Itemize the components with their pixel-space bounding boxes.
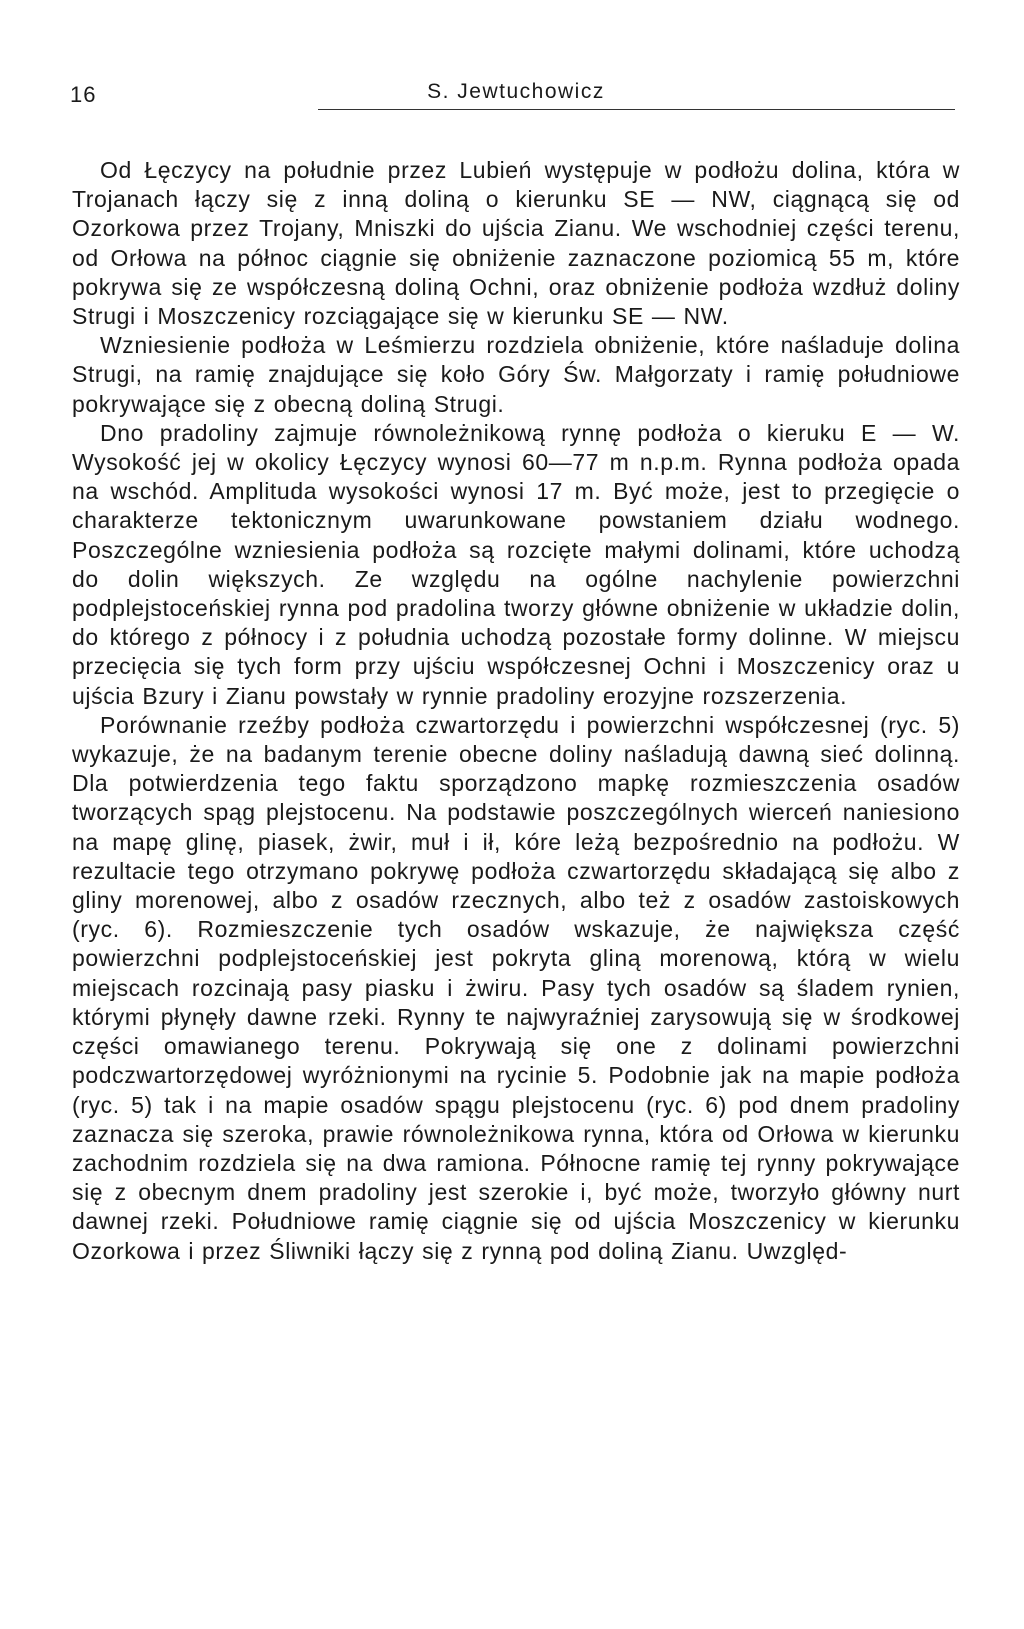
- header-rule: [318, 109, 955, 110]
- page-number: 16: [70, 82, 97, 107]
- paragraph: Wzniesienie podłoża w Leśmierzu rozdziela obniżenie, które naśladuje dolina Strugi, na ramię znajdujące się koło Góry Św. Małgorzaty i ramię południowe pokrywające się z obecną doliną Strugi.: [72, 332, 960, 417]
- running-head: S. Jewtuchowicz: [427, 80, 605, 103]
- body-text: [72, 156, 960, 1266]
- paragraph: Dno pradoliny zajmuje równoleżnikową rynnę podłoża o kieruku E — W. Wysokość jej w okolicy Łęczycy wynosi 60—77 m n.p.m. Rynna podłoża opada na wschód. Amplituda wysokości wynosi 17 m. Być może, jest to przegięcie o charakterze tektonicznym uwarunkowane powstaniem działu wodnego. Poszczególne wzniesienia podłoża są rozcięte małymi dolinami, które uchodzą do dolin większych. Ze względu na ogólne nachylenie powierzchni podplejstoceńskiej rynna pod pradolina tworzy główne obniżenie w układzie dolin, do którego z północy i z południa uchodzą pozostałe formy dolinne. W miejscu przecięcia się tych form przy ujściu współczesnej Ochni i Moszczenicy oraz u ujścia Bzury i Zianu powstały w rynnie pradoliny erozyjne rozszerzenia.: [72, 419, 960, 709]
- page-header: [72, 70, 960, 112]
- paragraph: Od Łęczycy na południe przez Lubień występuje w podłożu dolina, która w Trojanach łączy się z inną doliną o kierunku SE — NW, ciągnącą się od Ozorkowa przez Trojany, Mniszki do ujścia Zianu. We wschodniej części terenu, od Orłowa na północ ciągnie się obniżenie zaznaczone poziomicą 55 m, które pokrywa się ze współczesną doliną Ochni, oraz obniżenie podłoża wzdłuż doliny Strugi i Moszczenicy rozciągające się w kierunku SE — NW.: [72, 157, 960, 330]
- document-page: [72, 70, 960, 1266]
- paragraph: Porównanie rzeźby podłoża czwartorzędu i powierzchni współczesnej (ryc. 5) wykazuje, że na badanym terenie obecne doliny naśladują dawną sieć dolinną. Dla potwierdzenia tego faktu sporządzono mapkę rozmieszczenia osadów tworzących spąg plejstocenu. Na podstawie poszczególnych wierceń naniesiono na mapę glinę, piasek, żwir, muł i ił, kóre leżą bezpośrednio na podłożu. W rezultacie tego otrzymano pokrywę podłoża czwartorzędu składającą się albo z gliny morenowej, albo z osadów rzecznych, albo też z osadów zastoiskowych (ryc. 6). Rozmieszczenie tych osadów wskazuje, że największa część powierzchni podplejstoceńskiej jest pokryta gliną morenową, którą w wielu miejscach rozcinają pasy piasku i żwiru. Pasy tych osadów są śladem rynien, którymi płynęły dawne rzeki. Rynny te najwyraźniej zarysowują się w środkowej części omawianego terenu. Pokrywają się one z dolinami powierzchni podczwartorzędowej wyróżnionymi na rycinie 5. Podobnie jak na mapie podłoża (ryc. 5) tak i na mapie osadów spągu plejstocenu (ryc. 6) pod dnem pradoliny zaznacza się szeroka, prawie równoleżnikowa rynna, która od Orłowa w kierunku zachodnim rozdziela się na dwa ramiona. Północne ramię tej rynny pokrywające się z obecnym dnem pradoliny jest szerokie i, być może, tworzyło główny nurt dawnej rzeki. Południowe ramię ciągnie się od ujścia Moszczenicy w kierunku Ozorkowa i przez Śliwniki łączy się z rynną pod doliną Zianu. Uwzględ-: [72, 711, 960, 1264]
